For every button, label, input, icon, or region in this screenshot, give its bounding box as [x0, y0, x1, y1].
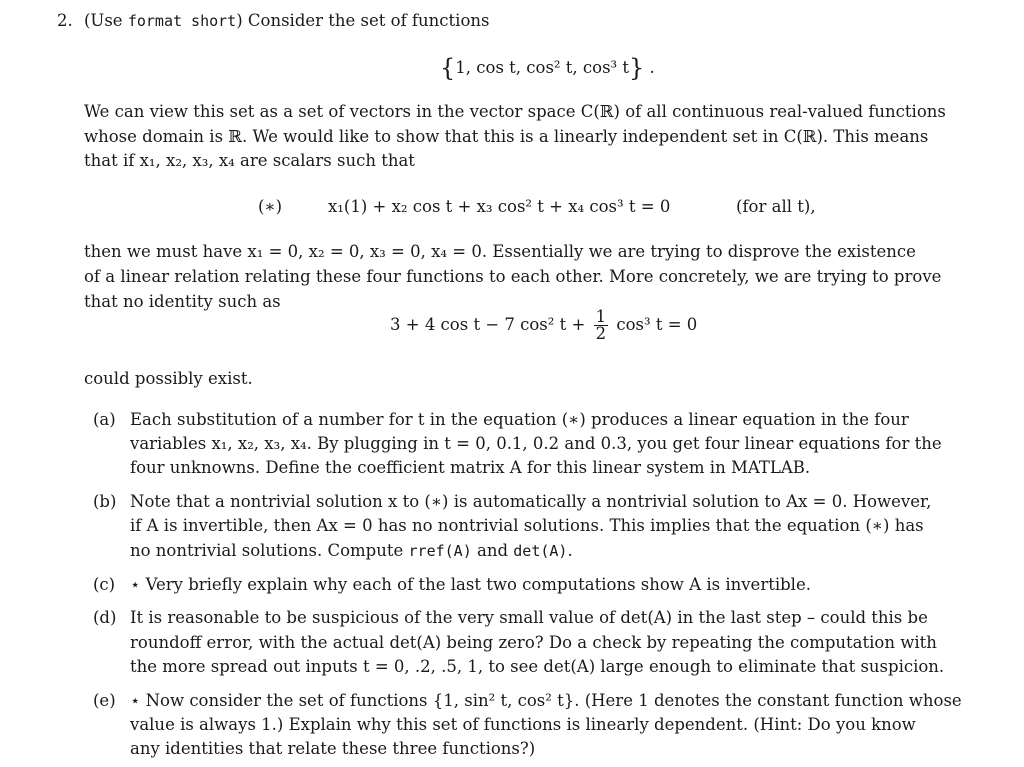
- part-b-line-3-pre: no nontrivial solutions. Compute: [130, 541, 404, 560]
- part-e-line-3: any identities that relate these three functions?): [130, 739, 536, 758]
- part-a-line-2: variables x₁, x₂, x₃, x₄. By plugging in t = 0, 0.1, 0.2 and 0.3, you get four linear equations for the: [130, 434, 942, 453]
- problem-number: 2.: [57, 11, 73, 30]
- part-d-line-2: roundoff error, with the actual det(A) being zero? Do a check by repeating the computation with: [130, 633, 937, 652]
- intro-text-pre: (Use: [84, 11, 123, 30]
- part-a-line-3: four unknowns. Define the coefficient matrix A for this linear system in MATLAB.: [130, 458, 811, 477]
- part-e-label: (e): [93, 691, 116, 710]
- part-c-label: (c): [93, 575, 116, 594]
- part-b-line-2: if A is invertible, then Ax = 0 has no nontrivial solutions. This implies that the equation (∗) has: [130, 516, 924, 535]
- paragraph-1-line-1: We can view this set as a set of vectors in the vector space C(ℝ) of all continuous real-valued functions: [84, 102, 946, 121]
- part-b-line-1: Note that a nontrivial solution x to (∗) is automatically a nontrivial solution to Ax = 0. However,: [130, 492, 932, 511]
- rref-code: rref(A): [408, 542, 472, 560]
- right-brace: }: [629, 54, 645, 82]
- part-a-line-1: Each substitution of a number for t in the equation (∗) produces a linear equation in the four: [130, 410, 909, 429]
- part-d-label: (d): [93, 608, 117, 627]
- fraction-numerator: 1: [595, 307, 607, 326]
- paragraph-2-line-2: of a linear relation relating these four functions to each other. More concretely, we are trying to prove: [84, 267, 942, 286]
- part-b-line-3: [130, 539, 573, 563]
- intro-text-post: ) Consider the set of functions: [236, 11, 490, 30]
- function-set-display: {1, cos t, cos² t, cos³ t} .: [440, 54, 655, 82]
- problem-intro: [84, 9, 489, 33]
- part-b-label: (b): [93, 492, 117, 511]
- part-e-line-2: value is always 1.) Explain why this set of functions is linearly dependent. (Hint: Do you know: [130, 715, 916, 734]
- fraction-denominator: 2: [595, 324, 607, 343]
- equation-star: x₁(1) + x₂ cos t + x₃ cos² t + x₄ cos³ t = 0: [328, 197, 671, 216]
- left-brace: {: [440, 54, 456, 82]
- part-a-label: (a): [93, 410, 116, 429]
- part-b-line-3-mid: and: [476, 541, 509, 560]
- part-d-line-1: It is reasonable to be suspicious of the very small value of det(A) in the last step – could this be: [130, 608, 928, 627]
- part-c-line-1: ⋆ Very briefly explain why each of the last two computations show A is invertible.: [130, 575, 811, 594]
- det-code: det(A): [513, 542, 568, 560]
- paragraph-2-line-3: that no identity such as: [84, 292, 281, 311]
- example-identity: [390, 308, 697, 342]
- part-b-line-3-end: .: [567, 541, 573, 560]
- example-left: 3 + 4 cos t − 7 cos² t +: [390, 315, 586, 334]
- equation-star-note: (for all t),: [736, 197, 816, 216]
- one-half-fraction: [594, 309, 609, 342]
- function-set-content: 1, cos t, cos² t, cos³ t: [455, 58, 630, 77]
- part-d-line-3: the more spread out inputs t = 0, .2, .5, 1, to see det(A) large enough to eliminate that suspicion.: [130, 657, 945, 676]
- example-right: cos³ t = 0: [616, 315, 698, 334]
- paragraph-1-line-2: whose domain is ℝ. We would like to show that this is a linearly independent set in C(ℝ). This means: [84, 127, 929, 146]
- paragraph-2-line-1: then we must have x₁ = 0, x₂ = 0, x₃ = 0, x₄ = 0. Essentially we are trying to disprove the existence: [84, 242, 916, 261]
- format-short-code: format short: [127, 12, 237, 30]
- paragraph-1-line-3: that if x₁, x₂, x₃, x₄ are scalars such that: [84, 151, 415, 170]
- part-e-line-1: ⋆ Now consider the set of functions {1, sin² t, cos² t}. (Here 1 denotes the constant function whose: [130, 691, 962, 710]
- equation-star-label: (∗): [258, 197, 283, 216]
- paragraph-3: could possibly exist.: [84, 369, 253, 388]
